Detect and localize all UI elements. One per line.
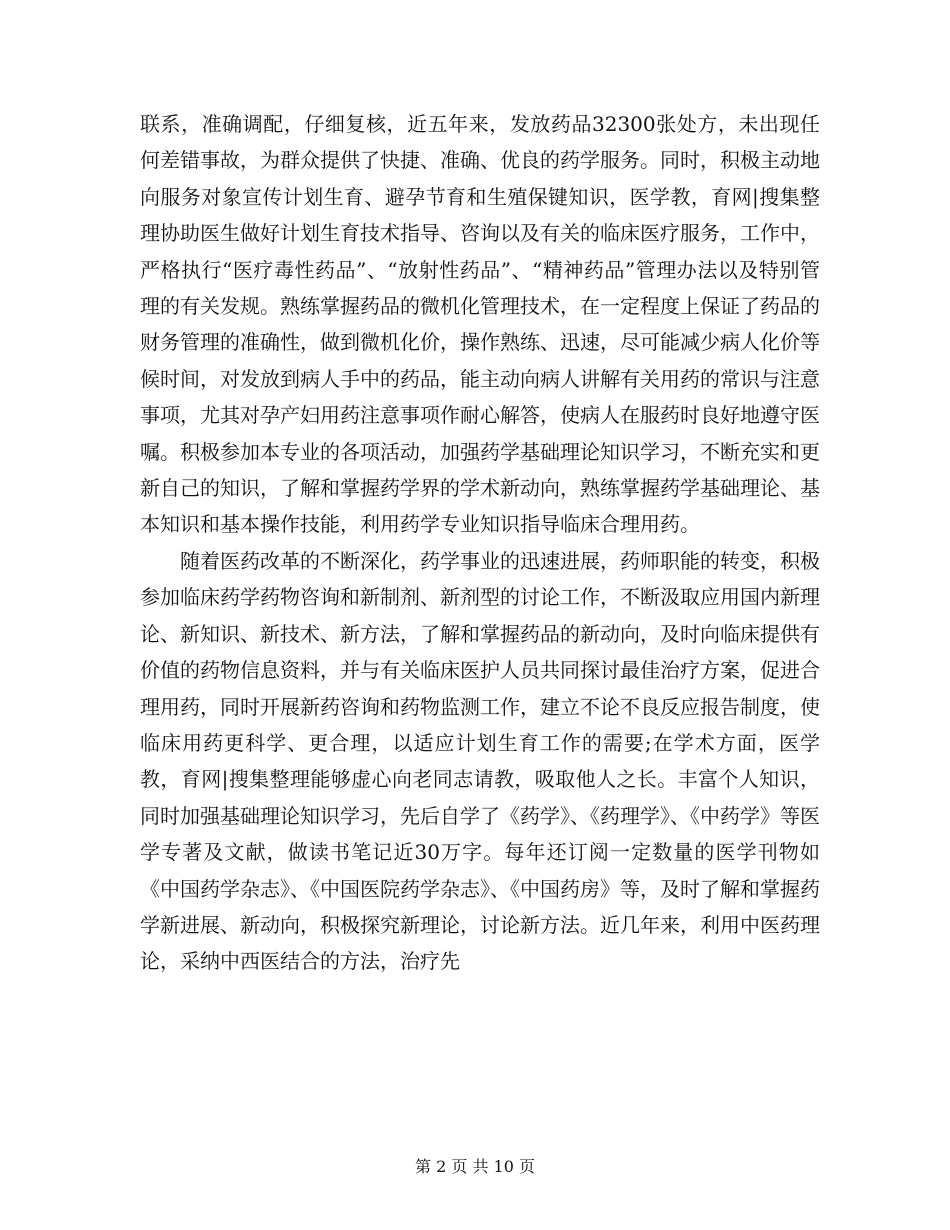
body-text — [140, 106, 820, 980]
page-footer: 第 2 页 共 10 页 — [415, 1157, 535, 1176]
paragraph: 随着医药改革的不断深化，药学事业的迅速进展，药师职能的转变，积极参加临床药学药物咨询和新制剂、新剂型的讨论工作，不断汲取应用国内新理论、新知识、新技术、新方法，了解和掌握药品的新动向，及时向临床提供有价值的药物信息资料，并与有关临床医护人员共同探讨最佳治疗方案，促进合理用药，同时开展新药咨询和药物监测工作，建立不论不良反应报告制度，使临床用药更科学、更合理，以适应计划生育工作的需要;在学术方面，医学教，育网|搜集整理能够虚心向老同志请教，吸取他人之长。丰富个人知识，同时加强基础理论知识学习，先后自学了《药学》、《药理学》、《中药学》等医学专著及文献，做读书笔记近30万字。每年还订阅一定数量的医学刊物如《中国药学杂志》、《中国医院药学杂志》、《中国药房》等，及时了解和掌握药学新进展、新动向，积极探究新理论，讨论新方法。近几年来，利用中医药理论，采纳中西医结合的方法，治疗先 — [140, 548, 820, 974]
paragraph-continued: 联系，准确调配，仔细复核，近五年来，发放药品32300张处方，未出现任何差错事故，为群众提供了快捷、准确、优良的药学服务。同时，积极主动地向服务对象宣传计划生育、避孕节育和生殖保键知识，医学教，育网|搜集整理协助医生做好计划生育技术指导、咨询以及有关的临床医疗服务，工作中，严格执行“医疗毒性药品”、“放射性药品”、“精神药品”管理办法以及特别管理的有关发规。熟练掌握药品的微机化管理技术，在一定程度上保证了药品的财务管理的准确性，做到微机化价，操作熟练、迅速，尽可能减少病人化价等候时间，对发放到病人手中的药品，能主动向病人讲解有关用药的常识与注意事项，尤其对孕产妇用药注意事项作耐心解答，使病人在服药时良好地遵守医嘱。积极参加本专业的各项活动，加强药学基础理论知识学习，不断充实和更新自己的知识，了解和掌握药学界的学术新动向，熟练掌握药学基础理论、基本知识和基本操作技能，利用药学专业知识指导临床合理用药。 — [140, 112, 820, 537]
